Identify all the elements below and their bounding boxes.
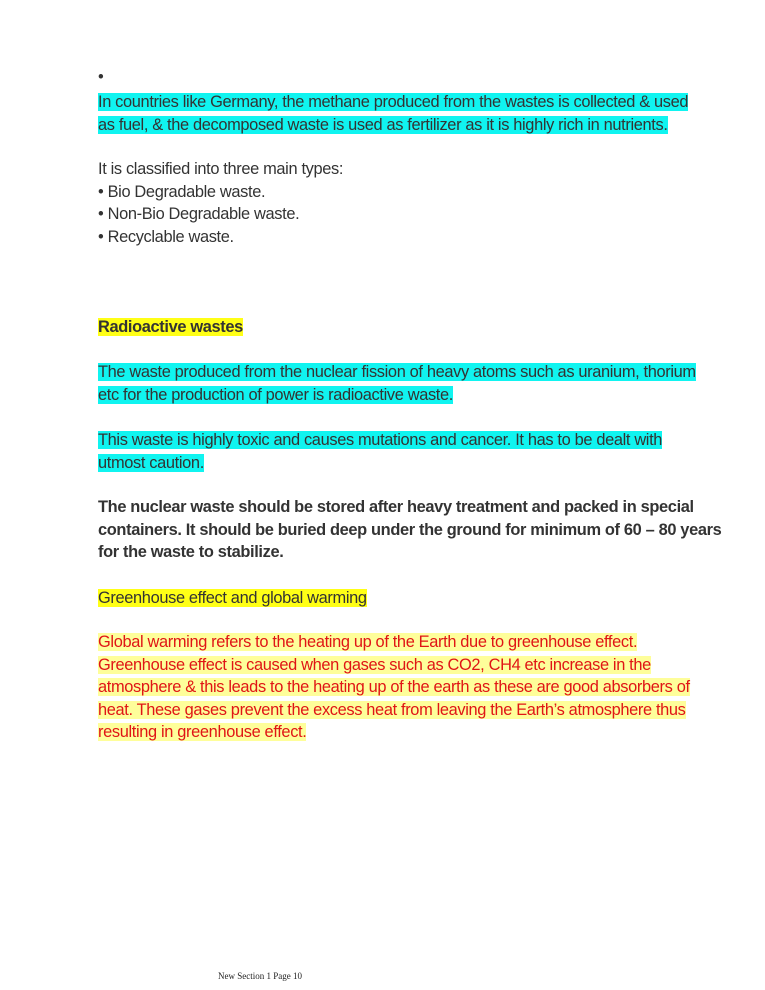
list-item: • Non-Bio Degradable waste. — [98, 205, 300, 223]
text-line: This waste is highly toxic and causes mutations and cancer. It has to be dealt with — [98, 431, 663, 449]
text-line: containers. It should be buried deep under the ground for minimum of 60 – 80 years — [98, 520, 722, 539]
page-footer: New Section 1 Page 10 — [218, 971, 302, 981]
paragraph-greenhouse — [98, 631, 763, 744]
classification-list — [98, 158, 763, 248]
list-item: • Recyclable waste. — [98, 227, 234, 246]
heading-greenhouse — [98, 587, 763, 610]
paragraph-germany — [98, 91, 763, 136]
text-line: as fuel, & the decomposed waste is used as fertilizer as it is highly rich in nutrients. — [98, 115, 668, 134]
paragraph-radioactive-2 — [98, 429, 763, 474]
text-line: utmost caution. — [98, 453, 204, 472]
heading-text: Greenhouse effect and global warming — [98, 589, 367, 607]
text-line: resulting in greenhouse effect. — [98, 723, 307, 741]
text-line: etc for the production of power is radioactive waste. — [98, 385, 453, 404]
text-line: Global warming refers to the heating up of the Earth due to greenhouse effect. — [98, 633, 638, 651]
classification-intro: It is classified into three main types: — [98, 160, 344, 178]
text-line: The waste produced from the nuclear fission of heavy atoms such as uranium, thorium — [98, 363, 696, 381]
text-line: The nuclear waste should be stored after heavy treatment and packed in special — [98, 498, 694, 516]
lone-bullet: • — [98, 68, 104, 86]
heading-radioactive — [98, 316, 763, 339]
text-line: Greenhouse effect is caused when gases such as CO2, CH4 etc increase in the — [98, 655, 651, 674]
text-line: heat. These gases prevent the excess heat from leaving the Earth’s atmosphere thus — [98, 700, 686, 719]
heading-text: Radioactive wastes — [98, 318, 243, 336]
list-item: • Bio Degradable waste. — [98, 182, 266, 201]
paragraph-radioactive-3 — [98, 496, 763, 564]
text-line: atmosphere & this leads to the heating up of the earth as these are good absorbers of — [98, 678, 690, 696]
text-line: for the waste to stabilize. — [98, 543, 284, 561]
text-line: In countries like Germany, the methane produced from the wastes is collected & used — [98, 93, 689, 111]
paragraph-radioactive-1 — [98, 361, 763, 406]
